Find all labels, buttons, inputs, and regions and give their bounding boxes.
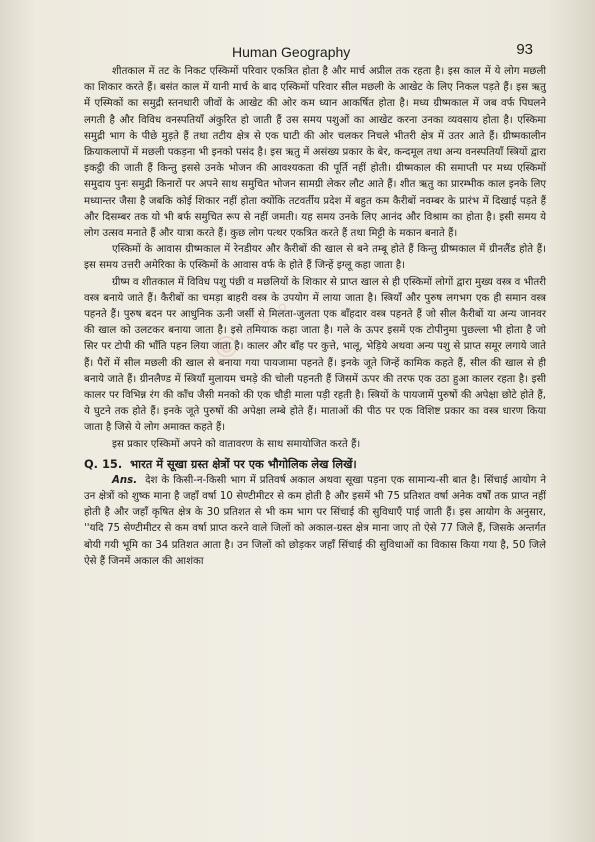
page-number: 93 [516,41,533,58]
question-heading [84,455,546,473]
question-text: भारत में सूखा ग्रस्त क्षेत्रों पर एक भौगोलिक लेख लिखें। [130,456,357,471]
paragraph-eskimo-seasons: शीतकाल में तट के निकट एस्किमों परिवार एकत्रित होता है और मार्च अप्रील तक रहता है। इस काल में ये लोग मछली का शिकार करते हैं। बसंत काल में यानी मार्च के बाद एस्किमों परिवार सील मछली के आखेट के लिए निकल पड़ते हैं। इस ऋतु में एस्मिकों का समुद्री स्तनधारी जीवों के आखेट की ओर कम ध्यान आकर्षित होता है। मध्य ग्रीष्मकाल में जब वर्फ पिघलने लगती है और विविध वनस्पतियाँ अंकुरित हो जाती हैं उस समय पशुओं का आखेट करना उनका व्यवसाय होता है। एस्किमा समुद्री भाग के पीछे मुड़ते हैं तथा तटीय क्षेत्र से एक घाटी की ओर चलकर निचले भीतरी क्षेत्र में उतर आते हैं। ग्रीष्मकालीन क्रियाकलापों में मछली पकड़ना भी इनको पसंद है। इस ऋतु में असंख्य प्रकार के बेर, कन्दमूल तथा अन्य वनस्पतियाँ स्त्रियों द्वारा इकट्ठी की जाती हैं किन्तु इससे उनके भोजन की आवश्यकता की पूर्ति नहीं होती। ग्रीष्मकाल की समाप्ती पर मध्य एस्किमों समुदाय पुनः समुद्री किनारों पर अपने साथ समुचित भोजन सामग्री लेकर लौट आते हैं। शीत ऋतु का प्रारम्भीक काल इनके लिए मध्यान्तर जैसा है जबकि कोई शिकार नहीं होता क्योंकि तटवर्तीय प्रदेश में बहुत कम कैरीबों नवम्बर के प्रारंभ में दिखाई पड़ते हैं और दिसम्बर तक यो भी बर्फ समुचित रूप से नहीं जमती। यह समय उनके लिए आनंद और विश्राम का होता है। इसी समय ये लोग उत्सव मनाते हैं और यात्रा करते हैं। कुछ लोग पत्थर एकत्रित करते हैं तथा मिट्टी के मकान बनाते हैं। [84,66,546,240]
question-number: Q. 15. [84,456,123,471]
paragraph-conclusion: इस प्रकार एस्किमों अपने को वातावरण के साथ समायोजित करते हैं। [112,438,361,450]
answer-text: देश के किसी-न-किसी भाग में प्रतिवर्ष अकाल अथवा सूखा पड़ना एक सामान्य-सी बात है। सिंचाई आयोग ने उन क्षेत्रों को शुष्क माना है जहाँ वर्षा 10 सेण्टीमीटर से कम होती है और इसमें भी 75 प्रतिशत वर्षा अनेक वर्षों तक प्राप्त नहीं होती है और जहाँ कृषित क्षेत्र के 30 प्रतिशत से भी कम भाग पर सिंचाई की सुविधाएँ पाई जाती हैं। इस आयोग के अनुसार, ''यदि 75 सेण्टीमीटर से कम वर्षा प्राप्त करने वाले जिलों को अकाल-ग्रस्त क्षेत्र माना जाए तो ऐसे 77 जिले हैं, जिसके अन्तर्गत बोयी गयी भूमि का 34 प्रतिशत आता है। उन जिलों को छोड़कर जहाँ सिंचाई की सुविधाओं का विकास किया गया है, 50 जिले ऐसे हैं जिनमें अकाल की आशंका [84,474,546,567]
paragraph-eskimo-clothing: ग्रीष्म व शीतकाल में विविध पशु पंछी व मछलियों के शिकार से प्राप्त खाल से ही एस्किमों लोगों द्वारा मुख्य वस्त्र व भीतरी वस्त्र बनाये जाते हैं। कैरीबों का चमड़ा बाहरी वस्त्र के उपयोग में लाया जाता है। स्त्रियाँ और पुरुष लगभग एक ही समान वस्त्र पहनते हैं। पुरुष बदन पर आधुनिक ऊनी जर्सी से मिलता-जुलता एक बाँहदार वस्त्र पहनते हैं जो सील कैरीबों या अन्य जानवर की खाल को उलटकर बनाया जाता है। इसे तमियाक कहा जाता है। गले के ऊपर इसमें एक टोपीनुमा पुछल्ला भी होता है जो सिर पर टोपी की भाँति पहन लिया जाता है। कालर और बाँह पर कुत्ते, भालू, भेड़िये अथवा अन्य पशु से प्राप्त समूर लगाये जाते हैं। पैरों में सील मछली की खाल से बनाया गया पायजामा पहनते हैं। इनके जूते जिन्हें कामिक कहते हैं, सील की खाल से ही बनाये जाते हैं। ग्रीनलैण्ड में स्त्रियाँ मुलायम चमड़े की चोली पहनती हैं जिसमें ऊपर की तरफ एक उठा हुआ कालर रहता है। इसी कालर पर विभिन्न रंग की काँच जैसी मनको की एक चौड़ी माला पड़ी रहती है। स्त्रियों के पायजामें पुरुषों की अपेक्षा छोटे होते हैं, ये घुटने तक होते हैं। इनके जूते पुरुषों की अपेक्षा लम्बे होते हैं। माताओं की पीठ पर एक विशिष्ट प्रकार का वस्त्र धारण किया जाता है जिसे ये लोग अमाक्त कहते हैं। [84,276,546,434]
watermark-logo: © ◦ ◦ ◦ [208,289,298,368]
answer-label: Ans. [112,474,138,486]
page-header [0,41,595,66]
running-title: Human Geography [232,44,351,60]
answer-paragraph [84,473,546,570]
page-body [84,64,546,570]
paragraph-eskimo-housing: एस्किमों के आवास ग्रीष्मकाल में रेनडीयर और कैरीबों की खाल से बने तम्बू होते हैं किन्तु ग्रीष्मकाल में ग्रीनलैंड होते हैं। इस समय उत्तरी अमेरिका के एस्किमों के आवास वर्फ के होते हैं जिन्हें इग्लू कहा जाता है। [84,244,546,272]
